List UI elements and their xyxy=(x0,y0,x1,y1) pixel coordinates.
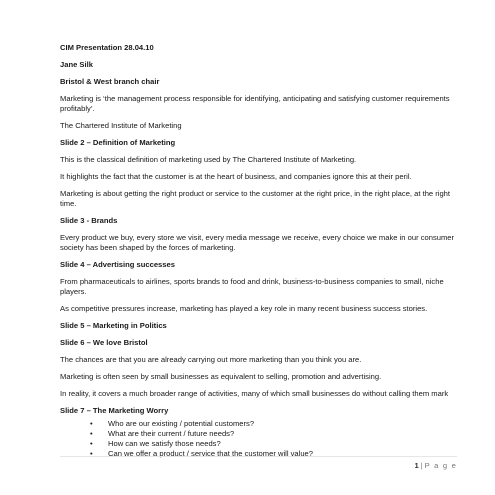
slide7-heading: Slide 7 – The Marketing Worry xyxy=(60,406,169,415)
slide6-paragraph-3: In reality, it covers a much broader range of activities, many of which small businesses do without calling them mark xyxy=(60,389,449,398)
slide2-heading: Slide 2 – Definition of Marketing xyxy=(60,138,176,147)
bullet-icon: • xyxy=(90,439,93,448)
bullet-text: Who are our existing / potential customers? xyxy=(108,419,255,428)
doc-title: CIM Presentation 28.04.10 xyxy=(60,43,154,52)
slide4-heading: Slide 4 – Advertising successes xyxy=(60,260,175,269)
slide7-bullet-list xyxy=(60,419,455,459)
bullet-text: What are their current / future needs? xyxy=(108,429,235,438)
slide6-paragraph-2: Marketing is often seen by small businesses as equivalent to selling, promotion and advertising. xyxy=(60,372,382,381)
list-item xyxy=(90,419,455,429)
slide3-heading: Slide 3 - Brands xyxy=(60,216,118,225)
footer-separator: | xyxy=(420,461,423,470)
list-item xyxy=(90,449,455,459)
slide4-paragraph-2: As competitive pressures increase, marketing has played a key role in many recent business success stories. xyxy=(60,304,428,313)
bullet-icon: • xyxy=(90,449,93,458)
footer-divider xyxy=(60,456,457,457)
slide2-paragraph-1: This is the classical definition of marketing used by The Chartered Institute of Marketing. xyxy=(60,155,357,164)
list-item xyxy=(90,429,455,439)
page-label: P a g e xyxy=(424,461,457,470)
slide5-heading: Slide 5 – Marketing in Politics xyxy=(60,321,167,330)
page-number: 1 xyxy=(414,461,419,470)
bullet-icon: • xyxy=(90,429,93,438)
speaker-name: Jane Silk xyxy=(60,60,93,69)
slide6-heading: Slide 6 – We love Bristol xyxy=(60,338,148,347)
bullet-icon: • xyxy=(90,419,93,428)
bullet-text: How can we satisfy those needs? xyxy=(108,439,221,448)
list-item xyxy=(90,439,455,449)
bullet-text: Can we offer a product / service that the customer will value? xyxy=(108,449,313,458)
slide3-paragraph-1: Every product we buy, every store we visit, every media message we receive, every choice we make in our consumer society has been shaped by the forces of marketing. xyxy=(60,233,455,252)
slide2-paragraph-3: Marketing is about getting the right product or service to the customer at the right price, in the right place, at the right time. xyxy=(60,189,451,208)
slide2-paragraph-2: It highlights the fact that the customer is at the heart of business, and companies ignore this at their peril. xyxy=(60,172,412,181)
definition-quote: Marketing is ‘the management process responsible for identifying, anticipating and satisfying customer requirements profitably’. xyxy=(60,94,450,113)
slide4-paragraph-1: From pharmaceuticals to airlines, sports brands to food and drink, business-to-business companies to small, niche players. xyxy=(60,277,444,296)
page-footer xyxy=(414,461,457,471)
speaker-role: Bristol & West branch chair xyxy=(60,77,160,86)
definition-source: The Chartered Institute of Marketing xyxy=(60,121,182,130)
slide6-paragraph-1: The chances are that you are already carrying out more marketing than you think you are. xyxy=(60,355,362,364)
